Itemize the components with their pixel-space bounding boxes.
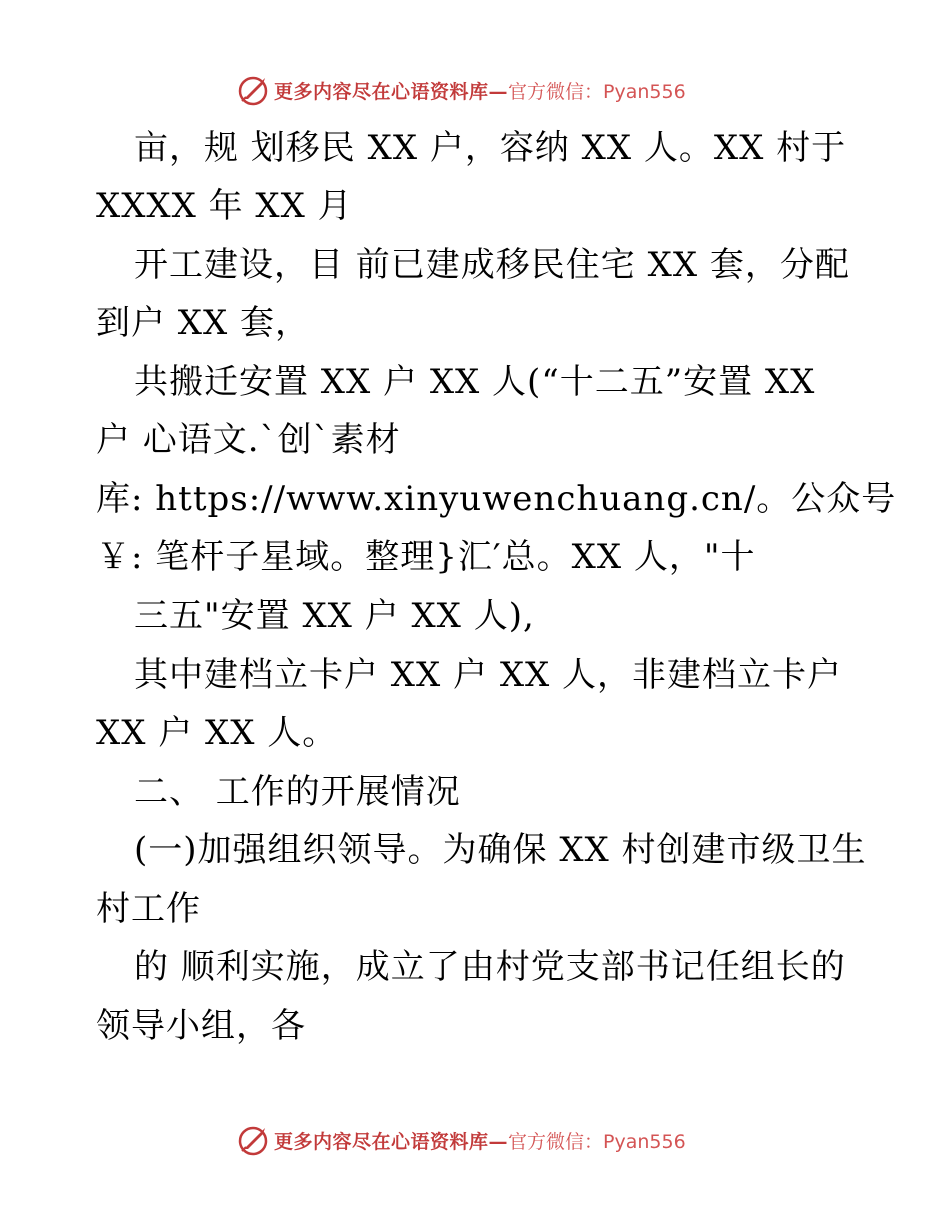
text-line: 开工建设，目 前已建成移民住宅 XX 套，分配 (134, 245, 850, 285)
text-line: 到户 XX 套， (96, 303, 311, 343)
quill-pen-logo-icon (236, 1123, 270, 1157)
text-line: 库: https://www.xinyuwenchuang.cn/。公众号 (96, 479, 897, 519)
banner-contact: 官方微信：Pyan556 (508, 80, 686, 103)
text-line: ￥: 笔杆子星域。整理}汇′总。XX 人，"十 (96, 537, 756, 577)
text-line: 领导小组，各 (96, 1006, 306, 1046)
text-line: (一)加强组织领导。为确保 XX 村创建市级卫生 (134, 830, 867, 870)
quill-pen-logo-icon (236, 73, 270, 107)
text-line: 亩，规 划移民 XX 户，容纳 XX 人。XX 村于 (134, 128, 847, 168)
text-line: 其中建档立卡户 XX 户 XX 人，非建档立卡户 (134, 655, 843, 695)
text-line: 村工作 (96, 889, 201, 929)
banner-title: 更多内容尽在心语资料库— (274, 1130, 509, 1153)
text-line: 户 心语文.`创`素材 (96, 420, 401, 460)
text-line: 的 顺利实施，成立了由村党支部书记任组长的 (134, 947, 846, 987)
footer-banner (236, 1120, 756, 1160)
text-line: 共搬迁安置 XX 户 XX 人(“十二五”安置 XX (134, 362, 816, 402)
section-heading: 二、 工作的开展情况 (134, 772, 461, 812)
text-line: XXXX 年 XX 月 (96, 186, 353, 226)
banner-title: 更多内容尽在心语资料库— (274, 80, 509, 103)
text-line: XX 户 XX 人。 (96, 713, 338, 753)
text-line: 三五"安置 XX 户 XX 人), (134, 596, 535, 636)
header-banner (236, 70, 756, 110)
banner-contact: 官方微信：Pyan556 (508, 1130, 686, 1153)
